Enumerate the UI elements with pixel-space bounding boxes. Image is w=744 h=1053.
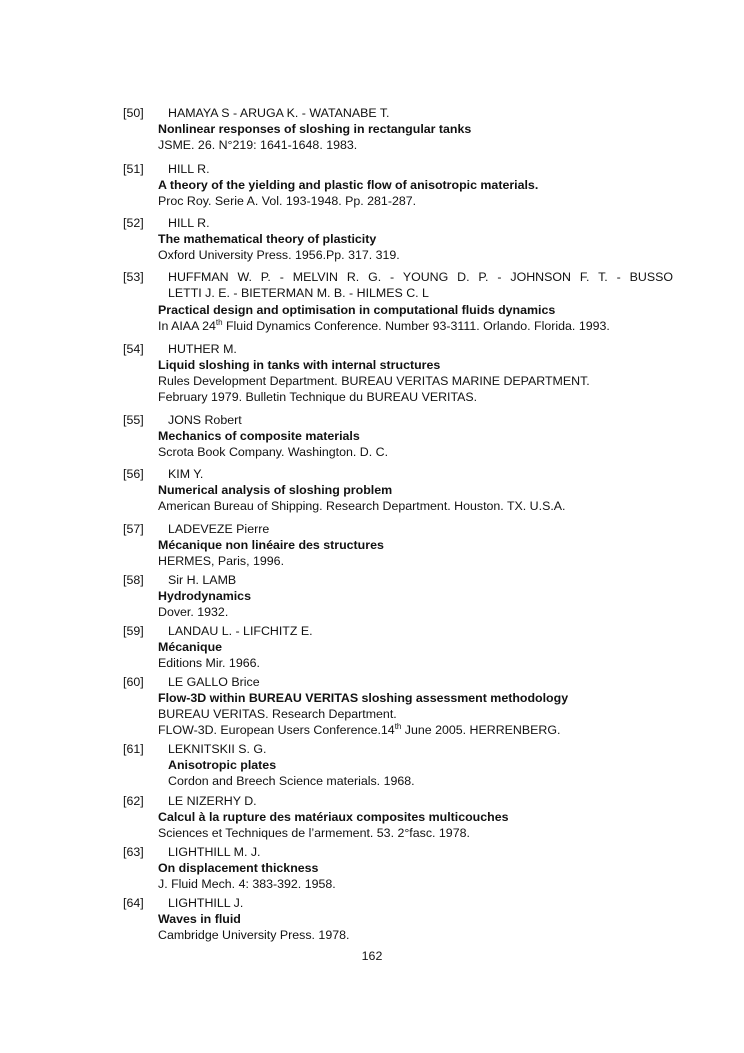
- reference-title: Mécanique: [158, 640, 223, 654]
- reference-number: [50]: [123, 106, 144, 120]
- reference-authors: HILL R.: [168, 162, 210, 176]
- reference-number: [62]: [123, 794, 144, 808]
- reference-number: [53]: [123, 270, 144, 284]
- reference-authors: JONS Robert: [168, 413, 242, 427]
- reference-authors-continued: LETTI J. E. - BIETERMAN M. B. - HILMES C. L: [168, 286, 429, 300]
- reference-authors: LIGHTHILL J.: [168, 896, 244, 910]
- reference-number: [51]: [123, 162, 144, 176]
- reference-title: Numerical analysis of sloshing problem: [158, 483, 393, 497]
- reference-title: A theory of the yielding and plastic flow of anisotropic materials.: [158, 178, 539, 192]
- reference-number: [59]: [123, 624, 144, 638]
- reference-title: Nonlinear responses of sloshing in rectangular tanks: [158, 122, 472, 136]
- reference-authors: KIM Y.: [168, 467, 204, 481]
- reference-title: The mathematical theory of plasticity: [158, 232, 377, 246]
- reference-authors: LE GALLO Brice: [168, 675, 260, 689]
- reference-number: [58]: [123, 573, 144, 587]
- reference-source: Editions Mir. 1966.: [158, 656, 260, 670]
- reference-title: Flow-3D within BUREAU VERITAS sloshing assessment methodology: [158, 691, 569, 705]
- reference-source: FLOW-3D. European Users Conference.14th June 2005. HERRENBERG.: [158, 722, 561, 737]
- reference-number: [55]: [123, 413, 144, 427]
- reference-authors: LANDAU L. - LIFCHITZ E.: [168, 624, 313, 638]
- reference-title: Hydrodynamics: [158, 589, 251, 603]
- page-number: 162: [361, 949, 383, 963]
- reference-authors: HILL R.: [168, 216, 210, 230]
- reference-source: Dover. 1932.: [158, 605, 229, 619]
- reference-number: [57]: [123, 522, 144, 536]
- reference-title: Anisotropic plates: [168, 758, 277, 772]
- reference-source: HERMES, Paris, 1996.: [158, 554, 285, 568]
- reference-source: American Bureau of Shipping. Research Department. Houston. TX. U.S.A.: [158, 499, 566, 513]
- reference-authors: LIGHTHILL M. J.: [168, 845, 261, 859]
- reference-title: Waves in fluid: [158, 912, 241, 926]
- reference-number: [60]: [123, 675, 144, 689]
- reference-number: [61]: [123, 742, 144, 756]
- reference-source: Oxford University Press. 1956.Pp. 317. 319.: [158, 248, 400, 262]
- reference-authors: LE NIZERHY D.: [168, 794, 257, 808]
- reference-title: Liquid sloshing in tanks with internal structures: [158, 358, 441, 372]
- reference-source: BUREAU VERITAS. Research Department.: [158, 707, 397, 721]
- reference-number: [64]: [123, 896, 144, 910]
- reference-title: Practical design and optimisation in computational fluids dynamics: [158, 303, 556, 317]
- reference-source: Sciences et Techniques de l’armement. 53. 2°fasc. 1978.: [158, 826, 470, 840]
- reference-authors: HAMAYA S - ARUGA K. - WATANABE T.: [168, 106, 390, 120]
- reference-source: Proc Roy. Serie A. Vol. 193-1948. Pp. 281-287.: [158, 194, 417, 208]
- reference-title: Calcul à la rupture des matériaux composites multicouches: [158, 810, 509, 824]
- reference-source: February 1979. Bulletin Technique du BUREAU VERITAS.: [158, 390, 478, 404]
- reference-source: Cordon and Breech Science materials. 1968.: [168, 774, 415, 788]
- reference-source: JSME. 26. N°219: 1641-1648. 1983.: [158, 138, 358, 152]
- reference-title: On displacement thickness: [158, 861, 319, 875]
- reference-title: Mécanique non linéaire des structures: [158, 538, 384, 552]
- reference-authors: LEKNITSKII S. G.: [168, 742, 267, 756]
- reference-source: Rules Development Department. BUREAU VERITAS MARINE DEPARTMENT.: [158, 374, 590, 388]
- reference-authors: Sir H. LAMB: [168, 573, 237, 587]
- reference-source: Cambridge University Press. 1978.: [158, 928, 350, 942]
- reference-number: [56]: [123, 467, 144, 481]
- reference-source: Scrota Book Company. Washington. D. C.: [158, 445, 389, 459]
- reference-source: In AIAA 24th Fluid Dynamics Conference. Number 93-3111. Orlando. Florida. 1993.: [158, 318, 610, 333]
- reference-title: Mechanics of composite materials: [158, 429, 360, 443]
- reference-authors: HUFFMAN W. P. - MELVIN R. G. - YOUNG D. P. - JOHNSON F. T. - BUSSO: [168, 270, 673, 284]
- reference-number: [52]: [123, 216, 144, 230]
- reference-authors: HUTHER M.: [168, 342, 237, 356]
- reference-number: [63]: [123, 845, 144, 859]
- reference-number: [54]: [123, 342, 144, 356]
- reference-source: J. Fluid Mech. 4: 383-392. 1958.: [158, 877, 336, 891]
- reference-authors: LADEVEZE Pierre: [168, 522, 270, 536]
